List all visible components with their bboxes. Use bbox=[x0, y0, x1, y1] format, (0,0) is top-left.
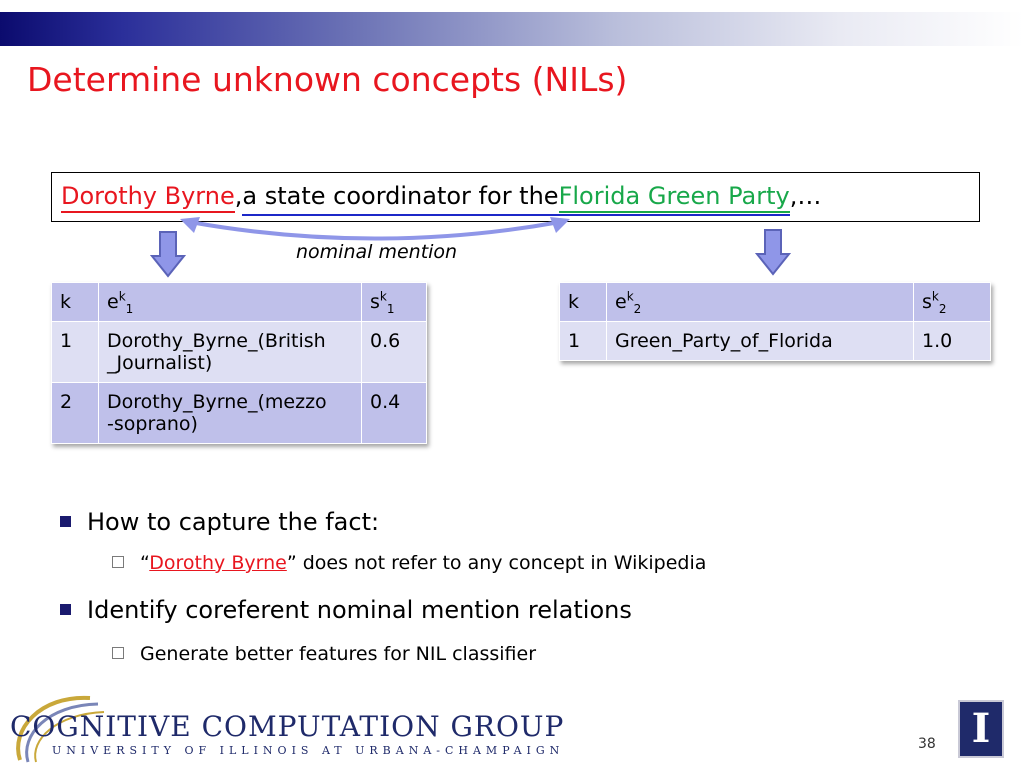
title-bar-gradient bbox=[0, 12, 1024, 46]
hollow-square-bullet-icon bbox=[112, 647, 124, 659]
header-score: $s^k_1$ bbox=[362, 283, 427, 322]
row-score: 0.6 bbox=[362, 322, 427, 383]
row-score: 1.0 bbox=[914, 322, 991, 361]
mention-florida-green-party: Florida Green Party bbox=[559, 182, 790, 213]
sentence-comma: , bbox=[234, 182, 243, 210]
header-k: k bbox=[560, 283, 607, 322]
mention-dorothy-byrne: Dorothy Byrne bbox=[61, 182, 235, 213]
header-k: k bbox=[52, 283, 99, 322]
row-k: 1 bbox=[560, 322, 607, 361]
nominal-mention-label: nominal mention bbox=[296, 241, 458, 263]
sentence-tail: ,… bbox=[789, 182, 822, 210]
header-score: $s^k_2$ bbox=[914, 283, 991, 322]
row-k: 2 bbox=[52, 383, 99, 444]
row-score: 0.4 bbox=[362, 383, 427, 444]
illinois-logo bbox=[958, 700, 1004, 758]
bullet-level1: How to capture the fact: bbox=[60, 508, 379, 536]
candidates-table-left bbox=[51, 282, 427, 444]
logo-main-text: COGNITIVE COMPUTATION GROUP bbox=[10, 710, 565, 743]
bullet-level2: “Dorothy Byrne” does not refer to any concept in Wikipedia bbox=[112, 552, 706, 574]
square-bullet-icon bbox=[60, 516, 71, 527]
slide-title: Determine unknown concepts (NILs) bbox=[27, 60, 628, 99]
bullet-level1: Identify coreferent nominal mention relations bbox=[60, 596, 632, 624]
row-entity: Green_Party_of_Florida bbox=[607, 322, 914, 361]
header-entity: $e^k_1$ bbox=[99, 283, 362, 322]
row-k: 1 bbox=[52, 322, 99, 383]
candidates-table-right bbox=[559, 282, 991, 361]
table-row bbox=[560, 322, 991, 361]
table-row bbox=[52, 383, 427, 444]
cognitive-computation-group-logo bbox=[0, 690, 565, 768]
square-bullet-icon bbox=[60, 604, 71, 615]
slide-number: 38 bbox=[918, 736, 936, 752]
down-arrow-right bbox=[755, 228, 791, 276]
header-entity: $e^k_2$ bbox=[607, 283, 914, 322]
table-row bbox=[52, 322, 427, 383]
bullet-level2: Generate better features for NIL classifier bbox=[112, 643, 536, 665]
row-entity: Dorothy_Byrne_(British _Journalist) bbox=[99, 322, 362, 383]
down-arrow-left bbox=[150, 230, 186, 278]
logo-sub-text: UNIVERSITY OF ILLINOIS AT URBANA-CHAMPAIGN bbox=[52, 744, 565, 757]
hollow-square-bullet-icon bbox=[112, 556, 124, 568]
row-entity: Dorothy_Byrne_(mezzo -soprano) bbox=[99, 383, 362, 444]
table-header-row bbox=[52, 283, 427, 322]
sentence-middle: a state coordinator for the bbox=[242, 182, 559, 210]
highlight-dorothy-byrne: Dorothy Byrne bbox=[149, 552, 287, 574]
table-header-row bbox=[560, 283, 991, 322]
illinois-logo-mark: I bbox=[971, 705, 991, 752]
